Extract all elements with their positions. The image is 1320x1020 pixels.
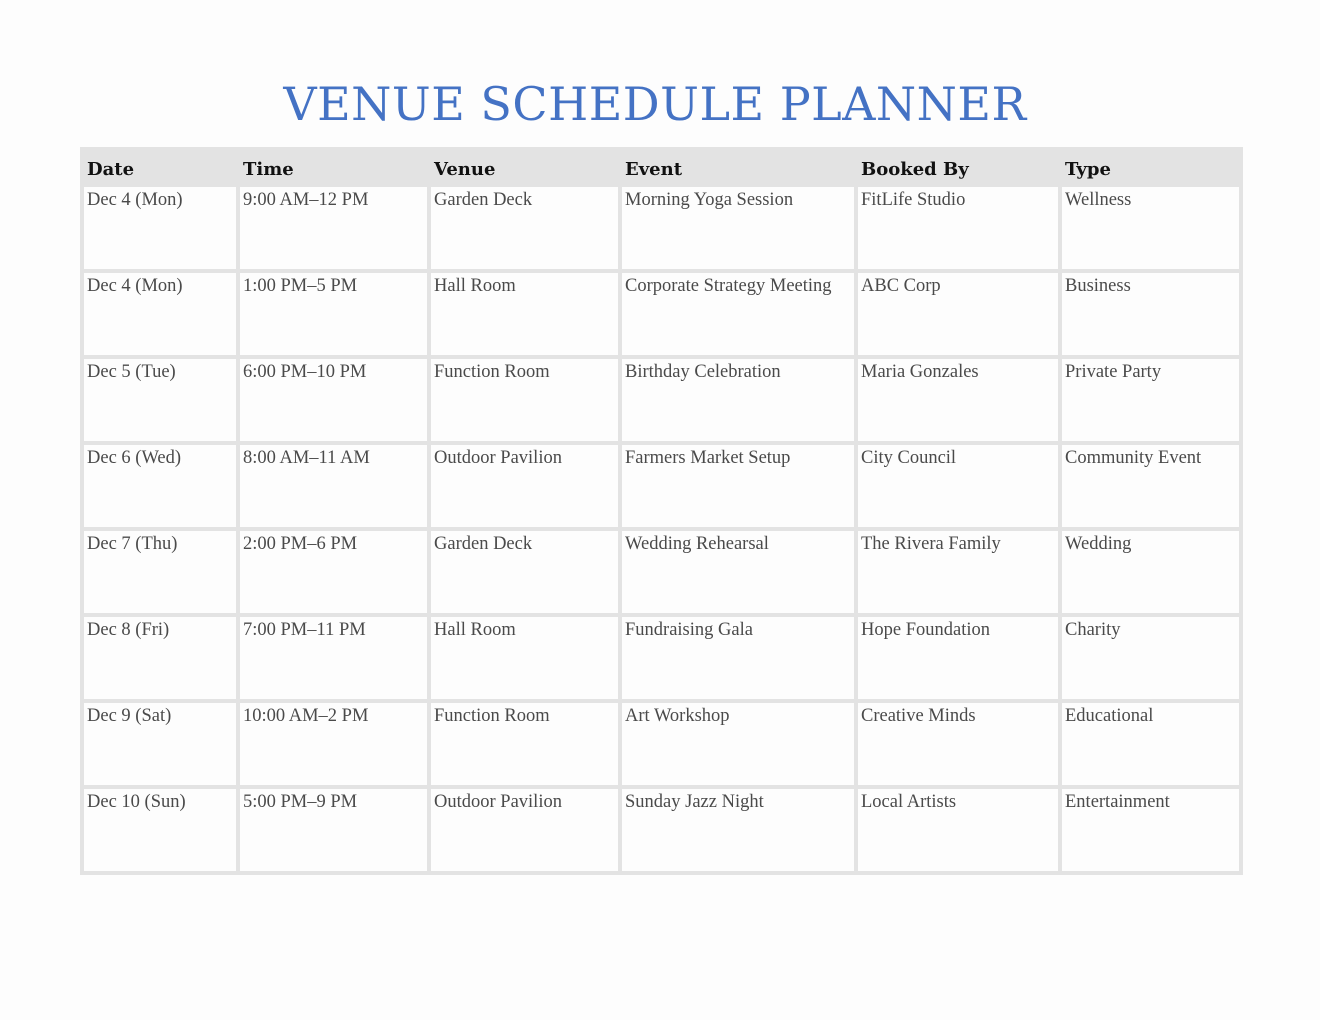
- cell-event: Corporate Strategy Meeting: [620, 271, 856, 357]
- cell-date: Dec 4 (Mon): [82, 185, 238, 271]
- cell-time: 1:00 PM–5 PM: [238, 271, 429, 357]
- cell-time: 2:00 PM–6 PM: [238, 529, 429, 615]
- header-type: Type: [1060, 149, 1241, 185]
- cell-event: Fundraising Gala: [620, 615, 856, 701]
- header-venue: Venue: [429, 149, 620, 185]
- cell-type: Charity: [1060, 615, 1241, 701]
- header-event: Event: [620, 149, 856, 185]
- header-time: Time: [238, 149, 429, 185]
- cell-time: 8:00 AM–11 AM: [238, 443, 429, 529]
- table-row: [82, 615, 1241, 701]
- cell-booked-by: ABC Corp: [856, 271, 1060, 357]
- cell-date: Dec 4 (Mon): [82, 271, 238, 357]
- cell-event: Wedding Rehearsal: [620, 529, 856, 615]
- cell-booked-by: Hope Foundation: [856, 615, 1060, 701]
- table-row: [82, 271, 1241, 357]
- cell-event: Morning Yoga Session: [620, 185, 856, 271]
- cell-time: 7:00 PM–11 PM: [238, 615, 429, 701]
- table-row: [82, 185, 1241, 271]
- cell-type: Entertainment: [1060, 787, 1241, 873]
- cell-booked-by: The Rivera Family: [856, 529, 1060, 615]
- cell-booked-by: City Council: [856, 443, 1060, 529]
- cell-venue: Hall Room: [429, 615, 620, 701]
- cell-date: Dec 6 (Wed): [82, 443, 238, 529]
- table-row: [82, 529, 1241, 615]
- cell-type: Business: [1060, 271, 1241, 357]
- cell-date: Dec 9 (Sat): [82, 701, 238, 787]
- cell-type: Wellness: [1060, 185, 1241, 271]
- header-booked-by: Booked By: [856, 149, 1060, 185]
- cell-date: Dec 10 (Sun): [82, 787, 238, 873]
- page-title: VENUE SCHEDULE PLANNER: [283, 77, 1027, 131]
- cell-booked-by: Local Artists: [856, 787, 1060, 873]
- cell-venue: Hall Room: [429, 271, 620, 357]
- cell-time: 9:00 AM–12 PM: [238, 185, 429, 271]
- cell-booked-by: FitLife Studio: [856, 185, 1060, 271]
- cell-event: Art Workshop: [620, 701, 856, 787]
- cell-venue: Garden Deck: [429, 529, 620, 615]
- cell-venue: Garden Deck: [429, 185, 620, 271]
- cell-time: 6:00 PM–10 PM: [238, 357, 429, 443]
- table-row: [82, 701, 1241, 787]
- cell-booked-by: Creative Minds: [856, 701, 1060, 787]
- cell-type: Private Party: [1060, 357, 1241, 443]
- cell-venue: Function Room: [429, 701, 620, 787]
- cell-type: Community Event: [1060, 443, 1241, 529]
- cell-type: Educational: [1060, 701, 1241, 787]
- header-date: Date: [82, 149, 238, 185]
- cell-date: Dec 5 (Tue): [82, 357, 238, 443]
- cell-venue: Outdoor Pavilion: [429, 787, 620, 873]
- cell-venue: Outdoor Pavilion: [429, 443, 620, 529]
- cell-booked-by: Maria Gonzales: [856, 357, 1060, 443]
- table-row: [82, 357, 1241, 443]
- cell-date: Dec 7 (Thu): [82, 529, 238, 615]
- schedule-table: [80, 147, 1243, 875]
- cell-time: 5:00 PM–9 PM: [238, 787, 429, 873]
- cell-time: 10:00 AM–2 PM: [238, 701, 429, 787]
- table-header-row: [82, 149, 1241, 185]
- cell-event: Farmers Market Setup: [620, 443, 856, 529]
- table-row: [82, 787, 1241, 873]
- cell-date: Dec 8 (Fri): [82, 615, 238, 701]
- cell-event: Birthday Celebration: [620, 357, 856, 443]
- cell-venue: Function Room: [429, 357, 620, 443]
- cell-event: Sunday Jazz Night: [620, 787, 856, 873]
- table-row: [82, 443, 1241, 529]
- cell-type: Wedding: [1060, 529, 1241, 615]
